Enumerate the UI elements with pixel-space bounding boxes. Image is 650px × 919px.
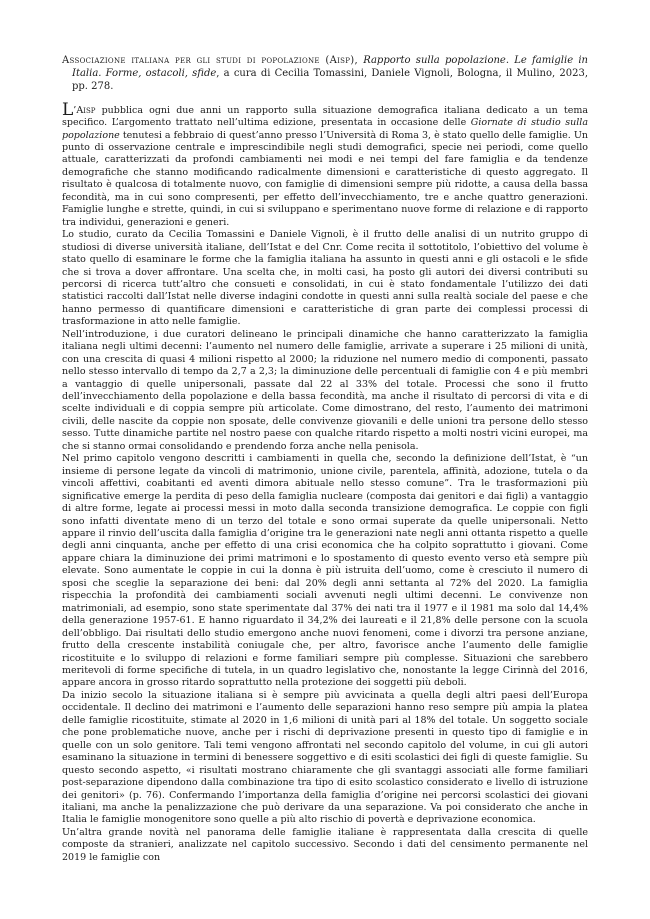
paragraph-6: Un’altra grande novità nel panorama delle famiglie italiane è rappresentata dalla crescita di quelle composte da stranieri, analizzate nel capitolo successivo. Secondo i dati del censimento permanente nel 2019 le famiglie con — [62, 826, 588, 863]
paragraph-1-text-a: pubblica ogni due anni un rapporto sulla situazione demografica italiana dedicato a un tema specifico. L’argomento trattato nell’ultima edizione, presentata in occasione delle — [62, 104, 588, 129]
review-body — [62, 99, 588, 865]
paragraph-5: Da inizio secolo la situazione italiana si è sempre più avvicinata a quella degli altri paesi dell’Europa occidentale. Il declino dei matrimoni e l’aumento delle separazioni hanno reso sempre più ampia la platea delle famiglie ricostituite, stimate al 2020 in 1,6 milioni di unità pari al 18% del totale. Un soggetto sociale che pone problematiche nuove, anche per i rischi di deprivazione presenti in questo tipo di famiglie e in quelle con un solo genitore. Tali temi vengono affrontati nel secondo capitolo del volume, in cui gli autori esaminano la situazione in termini di benessere soggettivo e di esiti scolastici dei figli di queste famiglie. Su questo secondo aspetto, «i risultati mostrano chiaramente che gli svantaggi associati alle forme familiari post-separazione dipendono dalla combinazione tra tipo di esito scolastico considerato e livello di istruzione dei genitori» (p. 76). Confermando l’importanza della famiglia d’origine nei percorsi scolastici dei giovani italiani, ma anche la penalizzazione che può derivare da una separazione. Va poi considerato che anche in Italia le famiglie monogenitore sono quelle a più alto rischio di povertà e deprivazione economica. — [62, 689, 588, 826]
paragraph-3: Nell’introduzione, i due curatori delineano le principali dinamiche che hanno caratterizzato la famiglia italiana negli ultimi decenni: l’aumento nel numero delle famiglie, arrivate a superare i 25 milioni di unità, con una crescita di quasi 4 milioni rispetto al 2000; la riduzione nel numero medio di componenti, passato nello stesso intervallo di tempo da 2,7 a 2,3; la diminuzione delle percentuali di famiglie con 4 e più membri a vantaggio di quelle unipersonali, passate dal 22 al 33% del totale. Processi che sono il frutto dell’invecchiamento della popolazione e della bassa fecondità, ma anche il risultato di percorsi di vita e di scelte individuali e di coppia sempre più articolate. Come dimostrano, del resto, l’aumento dei matrimoni civili, delle nascite da coppie non sposate, delle convivenze giovanili e delle unioni tra persone dello stesso sesso. Tutte dinamiche partite nel nostro paese con qualche ritardo rispetto a molti nostri vicini europei, ma che si stanno ormai consolidando e prendendo forza anche nella penisola. — [62, 328, 588, 452]
aisp-small-caps: ’Aisp — [73, 104, 96, 116]
reference-author: Associazione italiana per gli studi di popolazione (Aisp), — [62, 55, 358, 66]
reference-title: Rapporto sulla popolazione. Le famiglie in Italia. Forme, ostacoli, sfide — [72, 55, 588, 80]
paragraph-1 — [62, 99, 588, 230]
drop-cap: L — [62, 99, 74, 120]
reference-details: , a cura di Cecilia Tomassini, Daniele Vignoli, Bologna, il Mulino, 2023, pp. 278. — [72, 68, 589, 93]
paragraph-1-italic: Giornate di studio sulla popolazione — [62, 117, 588, 141]
book-reference — [62, 54, 588, 94]
paragraph-1-text-b: tenutesi a febbraio di quest’anno presso l’Università di Roma 3, è stato quello delle famiglie. Un punto di osservazione centrale e imprescindibile negli studi demografici, specie nei periodi, come quello attuale, caratterizzati da profondi cambiamenti nei modi e nei tempi del fare famiglia e da tendenze demografiche che stanno modificando radicalmente dimensioni e caratteristiche di questo aggregato. Il risultato è qualcosa di totalmente nuovo, con famiglie di dimensioni sempre più ridotte, a causa della bassa fecondità, ma in cui sono compresenti, per effetto dell’invecchiamento, tre e anche quattro generazioni. Famiglie lunghe e strette, quindi, in cui si sviluppano e sperimentano nuove forme di relazione e di rapporto tra individui, generazioni e generi. — [62, 129, 588, 228]
paragraph-2: Lo studio, curato da Cecilia Tomassini e Daniele Vignoli, è il frutto delle analisi di un nutrito gruppo di studiosi di diverse università italiane, dell’Istat e del Cnr. Come recita il sottotitolo, l’obiettivo del volume è stato quello di esaminare le forme che la famiglia italiana ha assunto in questi anni e gli ostacoli e le sfide che si trova a dover affrontare. Una scelta che, in molti casi, ha posto gli autori dei diversi contributi su percorsi di ricerca tutt’altro che consueti e consolidati, in cui è stato fondamentale l’utilizzo dei dati statistici raccolti dall’Istat nelle diverse indagini condotte in questi anni sulla realtà sociale del paese e che hanno permesso di quantificare dimensioni e caratteristiche di gran parte dei complessi processi di trasformazione in atto nelle famiglie. — [62, 229, 588, 328]
paragraph-4: Nel primo capitolo vengono descritti i cambiamenti in quella che, secondo la definizione dell’Istat, è “un insieme di persone legate da vincoli di matrimonio, unione civile, parentela, affinità, adozione, tutela o da vincoli affettivi, coabitanti ed aventi dimora abituale nello stesso comune”. Tra le trasformazioni più significative emerge la perdita di peso della famiglia nucleare (composta dai genitori e dai figli) a vantaggio di altre forme, legate ai processi messi in moto dalla seconda transizione demografica. Le coppie con figli sono infatti diventate meno di un terzo del totale e sono ormai superate da quelle unipersonali. Netto appare il rinvio dell’uscita dalla famiglia d’origine tra le generazioni nate negli anni ottanta rispetto a quelle degli anni cinquanta, anche per effetto di una crisi economica che ha colpito soprattutto i giovani. Come appare chiara la diminuzione dei primi matrimoni e lo spostamento di questo evento verso età sempre più elevate. Sono aumentate le coppie in cui la donna è più istruita dell’uomo, come è cresciuto il numero di sposi che sceglie la separazione dei beni: dal 20% degli anni settanta al 72% del 2020. La famiglia rispecchia la profondità dei cambiamenti sociali avvenuti negli ultimi decenni. Le convivenze non matrimoniali, ad esempio, sono state sperimentate dal 37% dei nati tra il 1977 e il 1981 ma solo dal 14,4% della generazione 1957-61. E hanno riguardato il 34,2% dei laureati e il 21,8% delle persone con la scuola dell’obbligo. Dai risultati dello studio emergono anche nuovi fenomeni, come i divorzi tra persone anziane, frutto della crescente instabilità coniugale che, per altro, favorisce anche l’aumento delle famiglie ricostituite e lo sviluppo di relazioni e forme familiari sempre più complesse. Situazioni che sarebbero meritevoli di forme specifiche di tutela, in un quadro legislativo che, nonostante la legge Cirinnà del 2016, appare ancora in grosso ritardo soprattutto nella protezione dei soggetti più deboli. — [62, 453, 588, 689]
